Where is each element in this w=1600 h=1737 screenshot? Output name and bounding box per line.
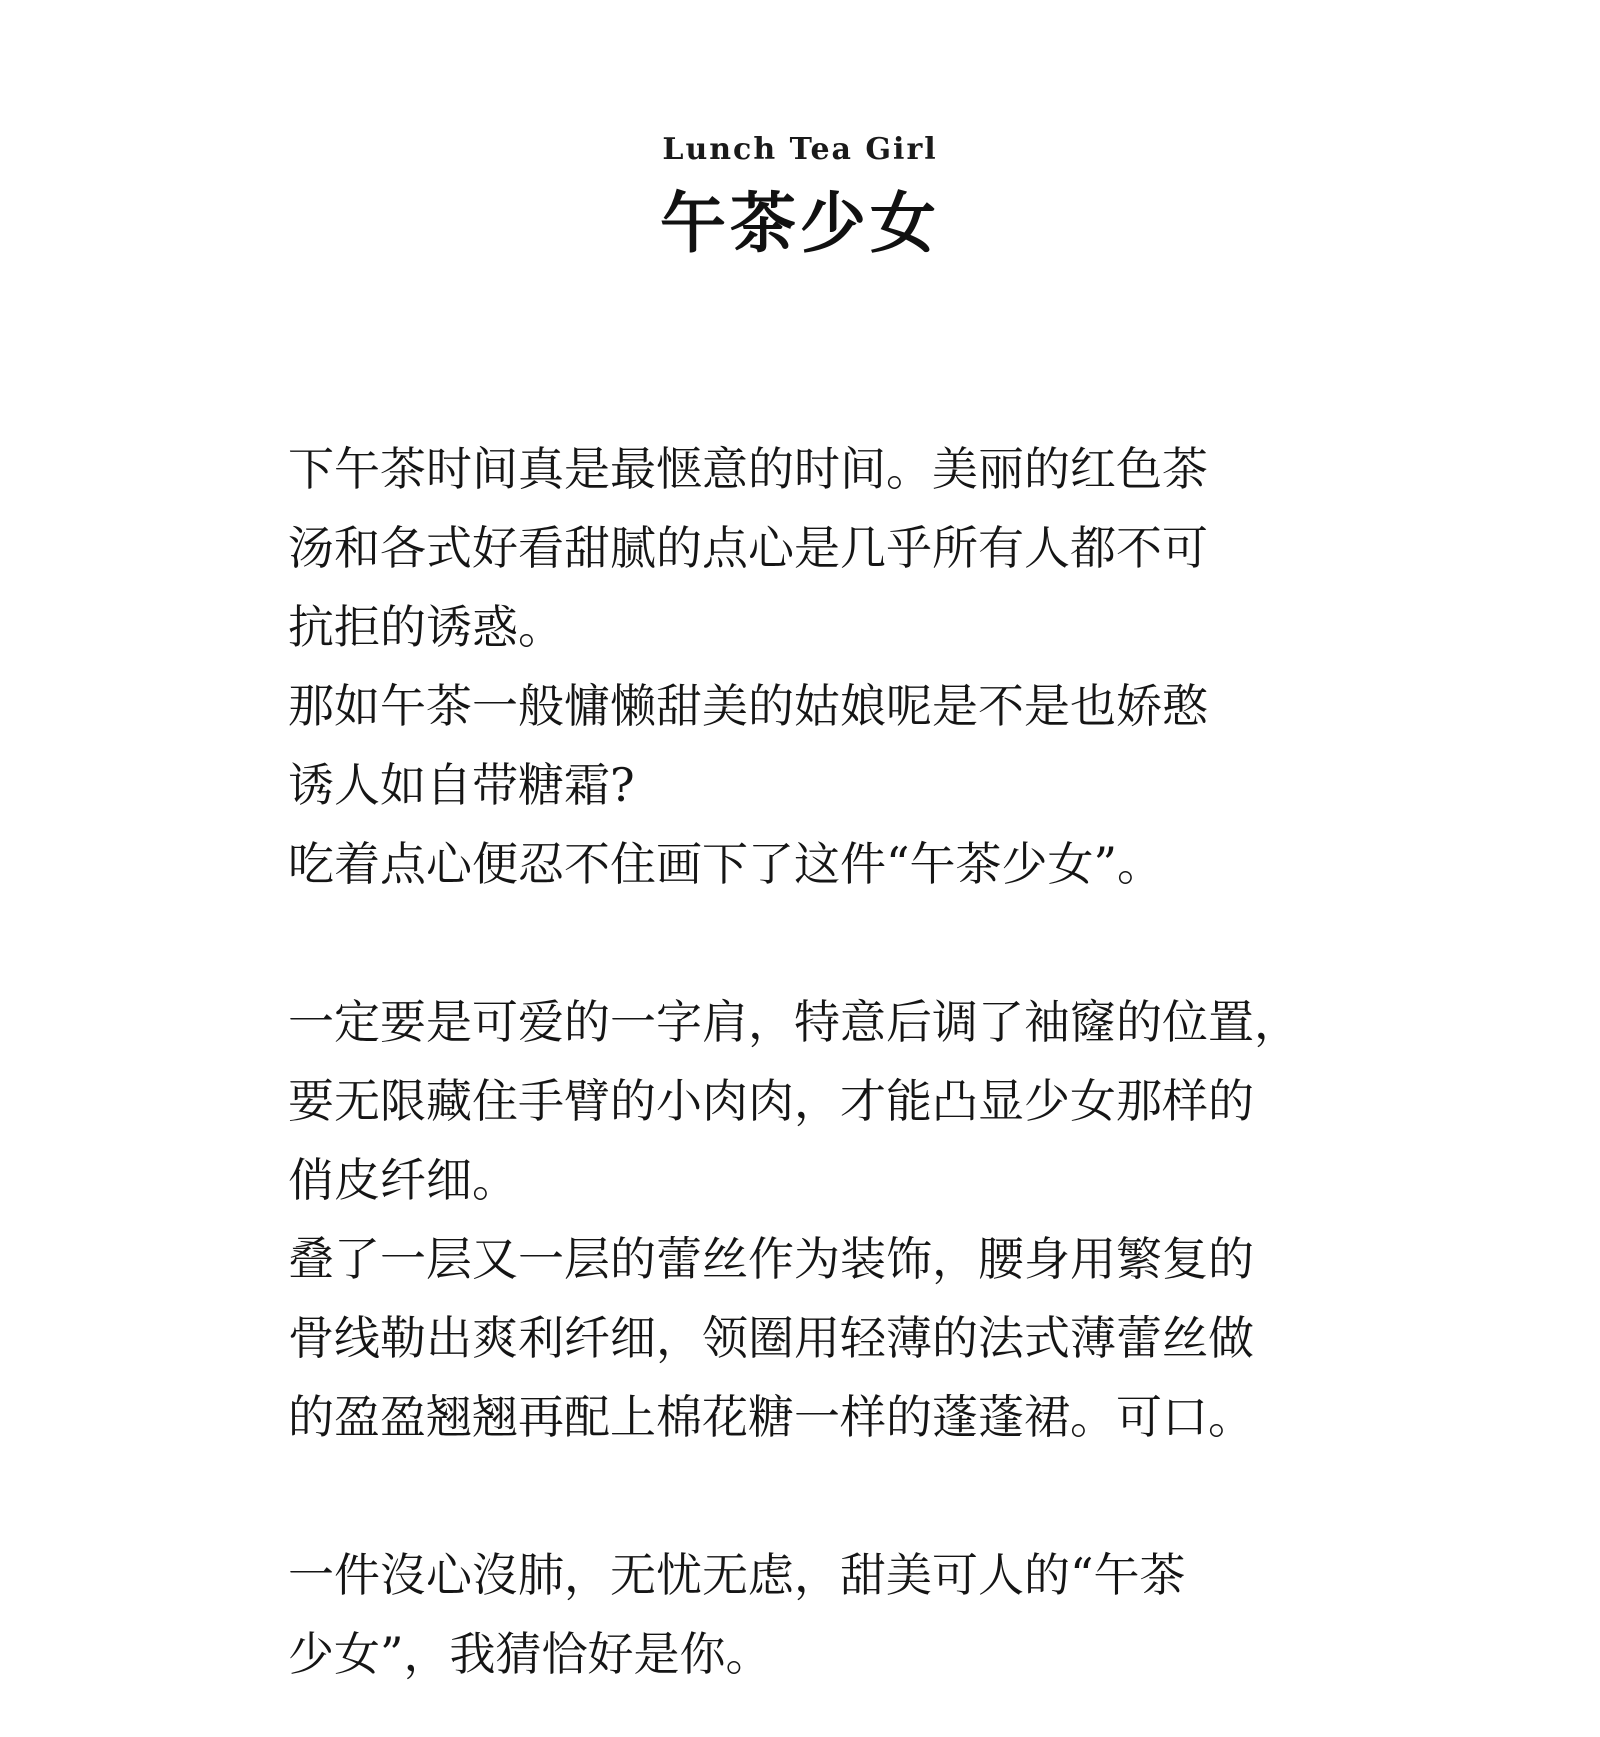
header: [0, 130, 1600, 268]
text-line: 的盈盈翘翘再配上棉花糖一样的蓬蓬裙。可口。: [288, 1390, 1254, 1444]
page-title: 午茶少女: [660, 184, 940, 262]
text-line: 吃着点心便忍不住画下了这件“午茶少女”。: [288, 837, 1164, 891]
paragraph-3: [288, 1536, 1348, 1694]
text-line: 要无限藏住手臂的小肉肉，才能凸显少女那样的: [288, 1074, 1254, 1128]
text-line: 骨线勒出爽利纤细，领圈用轻薄的法式薄蕾丝做: [288, 1311, 1254, 1365]
paragraph-2: [288, 983, 1348, 1457]
text-line: 叠了一层又一层的蕾丝作为装饰，腰身用繁复的: [288, 1232, 1254, 1286]
text-line: 俏皮纤细。: [288, 1153, 518, 1207]
paragraph-1: [288, 430, 1348, 904]
paragraph-gap: [288, 904, 1348, 983]
article-body: [288, 430, 1348, 1694]
paragraph-gap: [288, 1457, 1348, 1536]
text-line: 汤和各式好看甜腻的点心是几乎所有人都不可: [288, 521, 1208, 575]
text-line: 诱人如自带糖霜?: [288, 758, 635, 812]
text-line: 抗拒的诱惑。: [288, 600, 564, 654]
text-line: 那如午茶一般慵懒甜美的姑娘呢是不是也娇憨: [288, 679, 1208, 733]
text-line: 一定要是可爱的一字肩，特意后调了袖窿的位置，: [288, 995, 1300, 1049]
text-line: 下午茶时间真是最惬意的时间。美丽的红色茶: [288, 442, 1208, 496]
english-subtitle: Lunch Tea Girl: [662, 132, 938, 167]
text-line: 一件沒心沒肺，无忧无虑，甜美可人的“午茶: [288, 1548, 1186, 1602]
text-line: 少女”，我猜恰好是你。: [288, 1627, 772, 1681]
